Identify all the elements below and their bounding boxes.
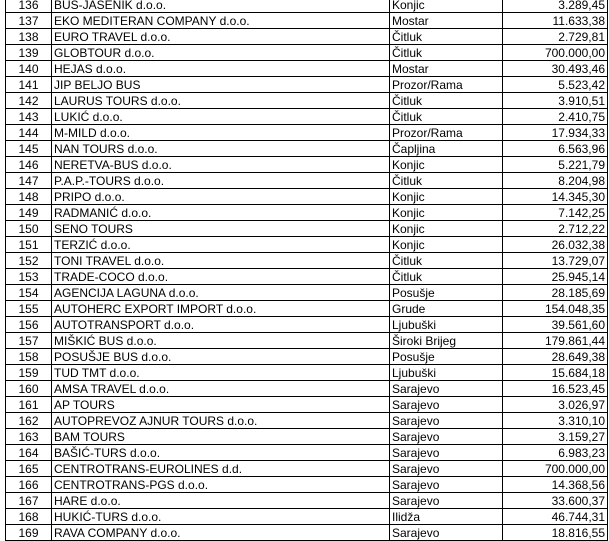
company-name-cell: JIP BELJO BUS bbox=[52, 77, 390, 93]
company-name-cell: TRADE-COCO d.o.o. bbox=[52, 269, 390, 285]
city-cell: Konjic bbox=[390, 189, 503, 205]
table-row bbox=[6, 221, 608, 237]
company-name-cell: LAURUS TOURS d.o.o. bbox=[52, 93, 390, 109]
city-cell: Čitluk bbox=[390, 93, 503, 109]
row-number-cell: 143 bbox=[6, 109, 52, 125]
row-number-cell: 163 bbox=[6, 429, 52, 445]
company-name-cell: CENTROTRANS-PGS d.o.o. bbox=[52, 477, 390, 493]
company-name-cell: RAVA COMPANY d.o.o. bbox=[52, 525, 390, 541]
amount-cell: 6.983,23 bbox=[503, 445, 608, 461]
company-name-cell: SENO TOURS bbox=[52, 221, 390, 237]
city-cell: Čitluk bbox=[390, 109, 503, 125]
table-row bbox=[6, 173, 608, 189]
row-number-cell: 145 bbox=[6, 141, 52, 157]
table-row bbox=[6, 93, 608, 109]
table-row bbox=[6, 413, 608, 429]
table-row bbox=[6, 317, 608, 333]
city-cell: Mostar bbox=[390, 61, 503, 77]
company-name-cell: TONI TRAVEL d.o.o. bbox=[52, 253, 390, 269]
company-name-cell: PRIPO d.o.o. bbox=[52, 189, 390, 205]
row-number-cell: 162 bbox=[6, 413, 52, 429]
city-cell: Posušje bbox=[390, 285, 503, 301]
city-cell: Sarajevo bbox=[390, 477, 503, 493]
table-row bbox=[6, 381, 608, 397]
city-cell: Konjic bbox=[390, 157, 503, 173]
table-body bbox=[6, 0, 608, 541]
table-row bbox=[6, 509, 608, 525]
city-cell: Čitluk bbox=[390, 269, 503, 285]
table-row bbox=[6, 333, 608, 349]
company-name-cell: AMSA TRAVEL d.o.o. bbox=[52, 381, 390, 397]
company-name-cell: EURO TRAVEL d.o.o. bbox=[52, 29, 390, 45]
row-number-cell: 161 bbox=[6, 397, 52, 413]
amount-cell: 14.345,30 bbox=[503, 189, 608, 205]
amount-cell: 2.410,75 bbox=[503, 109, 608, 125]
company-name-cell: BAŠIĆ-TURS d.o.o. bbox=[52, 445, 390, 461]
row-number-cell: 157 bbox=[6, 333, 52, 349]
company-name-cell: HUKIĆ-TURS d.o.o. bbox=[52, 509, 390, 525]
city-cell: Čitluk bbox=[390, 45, 503, 61]
company-name-cell: MIŠKIĆ BUS d.o.o. bbox=[52, 333, 390, 349]
table-row bbox=[6, 365, 608, 381]
amount-cell: 2.729,81 bbox=[503, 29, 608, 45]
amount-cell: 46.744,31 bbox=[503, 509, 608, 525]
city-cell: Sarajevo bbox=[390, 429, 503, 445]
city-cell: Konjic bbox=[390, 221, 503, 237]
amount-cell: 26.032,38 bbox=[503, 237, 608, 253]
table-row bbox=[6, 477, 608, 493]
company-name-cell: AUTOPREVOZ AJNUR TOURS d.o.o. bbox=[52, 413, 390, 429]
row-number-cell: 151 bbox=[6, 237, 52, 253]
amount-cell: 14.368,56 bbox=[503, 477, 608, 493]
row-number-cell: 168 bbox=[6, 509, 52, 525]
company-name-cell: LUKIĆ d.o.o. bbox=[52, 109, 390, 125]
company-name-cell: CENTROTRANS-EUROLINES d.d. bbox=[52, 461, 390, 477]
city-cell: Sarajevo bbox=[390, 397, 503, 413]
company-name-cell: AP TOURS bbox=[52, 397, 390, 413]
amount-cell: 30.493,46 bbox=[503, 61, 608, 77]
city-cell: Ljubuški bbox=[390, 365, 503, 381]
amount-cell: 8.204,98 bbox=[503, 173, 608, 189]
row-number-cell: 144 bbox=[6, 125, 52, 141]
company-name-cell: RADMANIĆ d.o.o. bbox=[52, 205, 390, 221]
row-number-cell: 136 bbox=[6, 0, 52, 13]
table-row bbox=[6, 493, 608, 509]
city-cell: Sarajevo bbox=[390, 493, 503, 509]
company-amount-table bbox=[5, 0, 608, 541]
row-number-cell: 159 bbox=[6, 365, 52, 381]
amount-cell: 28.185,69 bbox=[503, 285, 608, 301]
amount-cell: 3.026,97 bbox=[503, 397, 608, 413]
amount-cell: 39.561,60 bbox=[503, 317, 608, 333]
city-cell: Sarajevo bbox=[390, 381, 503, 397]
amount-cell: 154.048,35 bbox=[503, 301, 608, 317]
company-name-cell: POSUŠJE BUS d.o.o. bbox=[52, 349, 390, 365]
company-name-cell: GLOBTOUR d.o.o. bbox=[52, 45, 390, 61]
amount-cell: 5.221,79 bbox=[503, 157, 608, 173]
row-number-cell: 146 bbox=[6, 157, 52, 173]
city-cell: Prozor/Rama bbox=[390, 125, 503, 141]
row-number-cell: 140 bbox=[6, 61, 52, 77]
table-row bbox=[6, 205, 608, 221]
company-name-cell: AGENCIJA LAGUNA d.o.o. bbox=[52, 285, 390, 301]
company-name-cell: NAN TOURS d.o.o. bbox=[52, 141, 390, 157]
company-name-cell: HARE d.o.o. bbox=[52, 493, 390, 509]
city-cell: Sarajevo bbox=[390, 445, 503, 461]
company-name-cell: P.A.P.-TOURS d.o.o. bbox=[52, 173, 390, 189]
table-row bbox=[6, 269, 608, 285]
row-number-cell: 155 bbox=[6, 301, 52, 317]
city-cell: Posušje bbox=[390, 349, 503, 365]
company-name-cell: BUS-JASENIK d.o.o. bbox=[52, 0, 390, 13]
table-row bbox=[6, 445, 608, 461]
city-cell: Ilidža bbox=[390, 509, 503, 525]
amount-cell: 28.649,38 bbox=[503, 349, 608, 365]
company-name-cell: HEJAS d.o.o. bbox=[52, 61, 390, 77]
row-number-cell: 152 bbox=[6, 253, 52, 269]
row-number-cell: 142 bbox=[6, 93, 52, 109]
row-number-cell: 154 bbox=[6, 285, 52, 301]
table-row bbox=[6, 429, 608, 445]
row-number-cell: 141 bbox=[6, 77, 52, 93]
amount-cell: 11.633,38 bbox=[503, 13, 608, 29]
company-name-cell: TUD TMT d.o.o. bbox=[52, 365, 390, 381]
amount-cell: 6.563,96 bbox=[503, 141, 608, 157]
table-row bbox=[6, 157, 608, 173]
row-number-cell: 165 bbox=[6, 461, 52, 477]
company-name-cell: EKO MEDITERAN COMPANY d.o.o. bbox=[52, 13, 390, 29]
company-name-cell: M-MILD d.o.o. bbox=[52, 125, 390, 141]
row-number-cell: 150 bbox=[6, 221, 52, 237]
row-number-cell: 160 bbox=[6, 381, 52, 397]
row-number-cell: 167 bbox=[6, 493, 52, 509]
row-number-cell: 147 bbox=[6, 173, 52, 189]
city-cell: Konjic bbox=[390, 0, 503, 13]
table-row bbox=[6, 237, 608, 253]
table-row bbox=[6, 0, 608, 13]
amount-cell: 16.523,45 bbox=[503, 381, 608, 397]
city-cell: Čitluk bbox=[390, 173, 503, 189]
amount-cell: 3.289,45 bbox=[503, 0, 608, 13]
table-row bbox=[6, 125, 608, 141]
city-cell: Mostar bbox=[390, 13, 503, 29]
city-cell: Prozor/Rama bbox=[390, 77, 503, 93]
city-cell: Sarajevo bbox=[390, 461, 503, 477]
city-cell: Čapljina bbox=[390, 141, 503, 157]
table-row bbox=[6, 77, 608, 93]
amount-cell: 17.934,33 bbox=[503, 125, 608, 141]
company-name-cell: BAM TOURS bbox=[52, 429, 390, 445]
row-number-cell: 139 bbox=[6, 45, 52, 61]
amount-cell: 15.684,18 bbox=[503, 365, 608, 381]
row-number-cell: 156 bbox=[6, 317, 52, 333]
amount-cell: 700.000,00 bbox=[503, 45, 608, 61]
table-row bbox=[6, 301, 608, 317]
table-row bbox=[6, 397, 608, 413]
company-name-cell: AUTOTRANSPORT d.o.o. bbox=[52, 317, 390, 333]
table-row bbox=[6, 285, 608, 301]
amount-cell: 7.142,25 bbox=[503, 205, 608, 221]
table-row bbox=[6, 141, 608, 157]
table-row bbox=[6, 109, 608, 125]
amount-cell: 3.159,27 bbox=[503, 429, 608, 445]
city-cell: Konjic bbox=[390, 237, 503, 253]
company-name-cell: TERZIĆ d.o.o. bbox=[52, 237, 390, 253]
amount-cell: 18.816,55 bbox=[503, 525, 608, 541]
amount-cell: 3.310,10 bbox=[503, 413, 608, 429]
row-number-cell: 148 bbox=[6, 189, 52, 205]
row-number-cell: 158 bbox=[6, 349, 52, 365]
table-row bbox=[6, 61, 608, 77]
table-row bbox=[6, 29, 608, 45]
amount-cell: 2.712,22 bbox=[503, 221, 608, 237]
row-number-cell: 169 bbox=[6, 525, 52, 541]
amount-cell: 25.945,14 bbox=[503, 269, 608, 285]
city-cell: Sarajevo bbox=[390, 413, 503, 429]
city-cell: Konjic bbox=[390, 205, 503, 221]
city-cell: Čitluk bbox=[390, 253, 503, 269]
row-number-cell: 164 bbox=[6, 445, 52, 461]
table-row bbox=[6, 461, 608, 477]
table-row bbox=[6, 349, 608, 365]
row-number-cell: 138 bbox=[6, 29, 52, 45]
amount-cell: 13.729,07 bbox=[503, 253, 608, 269]
city-cell: Ljubuški bbox=[390, 317, 503, 333]
city-cell: Široki Brijeg bbox=[390, 333, 503, 349]
city-cell: Sarajevo bbox=[390, 525, 503, 541]
amount-cell: 3.910,51 bbox=[503, 93, 608, 109]
table-row bbox=[6, 525, 608, 541]
company-name-cell: AUTOHERC EXPORT IMPORT d.o.o. bbox=[52, 301, 390, 317]
company-name-cell: NERETVA-BUS d.o.o. bbox=[52, 157, 390, 173]
city-cell: Grude bbox=[390, 301, 503, 317]
table-row bbox=[6, 45, 608, 61]
row-number-cell: 137 bbox=[6, 13, 52, 29]
table-row bbox=[6, 189, 608, 205]
amount-cell: 33.600,37 bbox=[503, 493, 608, 509]
table-row bbox=[6, 13, 608, 29]
row-number-cell: 153 bbox=[6, 269, 52, 285]
city-cell: Čitluk bbox=[390, 29, 503, 45]
amount-cell: 179.861,44 bbox=[503, 333, 608, 349]
amount-cell: 700.000,00 bbox=[503, 461, 608, 477]
amount-cell: 5.523,42 bbox=[503, 77, 608, 93]
table-row bbox=[6, 253, 608, 269]
row-number-cell: 166 bbox=[6, 477, 52, 493]
row-number-cell: 149 bbox=[6, 205, 52, 221]
